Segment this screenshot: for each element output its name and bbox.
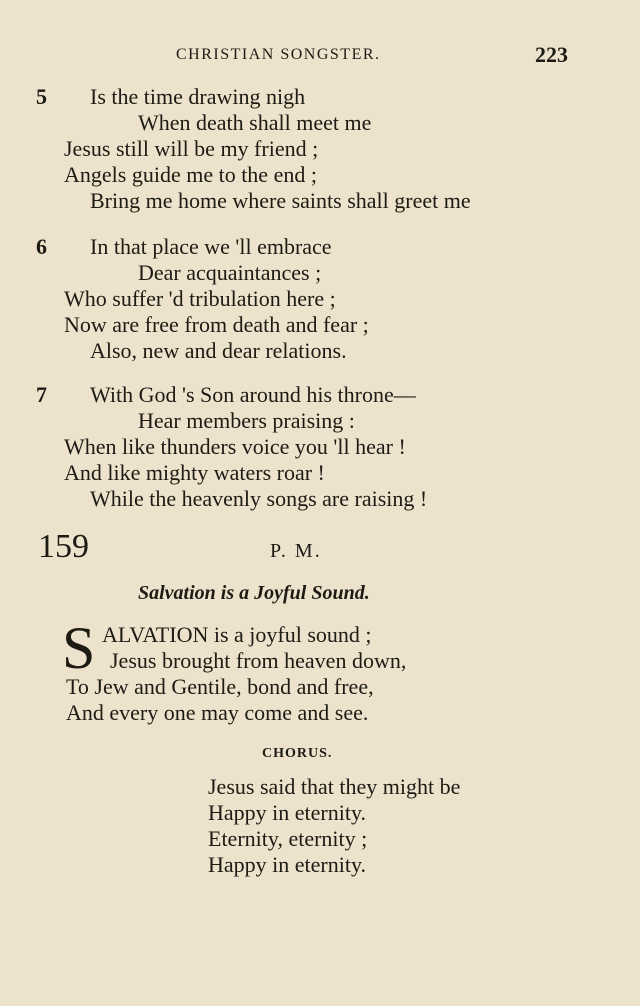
hymn-title: Salvation is a Joyful Sound. [138, 582, 370, 604]
hymn-number: 159 [38, 528, 89, 565]
verse-line: Jesus still will be my friend ; [64, 136, 319, 161]
verse-number: 6 [36, 234, 47, 259]
chorus-line: Happy in eternity. [208, 800, 367, 825]
verse-line: Hear members praising : [138, 408, 355, 433]
chorus-label: CHORUS. [262, 746, 333, 761]
hymn-line: Jesus brought from heaven down, [110, 648, 407, 673]
verse-line: Now are free from death and fear ; [64, 312, 369, 337]
drop-cap: S [62, 615, 96, 681]
verse-line: Angels guide me to the end ; [64, 162, 317, 187]
verse-line: And like mighty waters roar ! [64, 460, 325, 485]
hymn-line: And every one may come and see. [66, 700, 369, 725]
hymn-line: To Jew and Gentile, bond and free, [66, 674, 374, 699]
verse-line: In that place we 'll embrace [90, 234, 332, 259]
chorus-line: Happy in eternity. [208, 852, 367, 877]
verse-line: When death shall meet me [138, 110, 372, 135]
verse-number: 5 [36, 84, 47, 109]
verse-line: With God 's Son around his throne— [90, 382, 416, 407]
verse-line: Also, new and dear relations. [90, 338, 347, 363]
verse-number: 7 [36, 382, 47, 407]
hymn-line: ALVATION is a joyful sound ; [102, 622, 372, 647]
verse-line: When like thunders voice you 'll hear ! [64, 434, 406, 459]
page-number: 223 [535, 42, 568, 67]
verse-line: While the heavenly songs are raising ! [90, 486, 428, 511]
running-title: CHRISTIAN SONGSTER. [176, 46, 381, 63]
verse-line: Bring me home where saints shall greet me [90, 188, 471, 213]
verse-line: Who suffer 'd tribulation here ; [64, 286, 336, 311]
hymn-meter: P. M. [270, 540, 322, 562]
chorus-line: Eternity, eternity ; [208, 826, 368, 851]
chorus-line: Jesus said that they might be [208, 774, 461, 799]
verse-line: Is the time drawing nigh [90, 84, 306, 109]
verse-line: Dear acquaintances ; [138, 260, 322, 285]
